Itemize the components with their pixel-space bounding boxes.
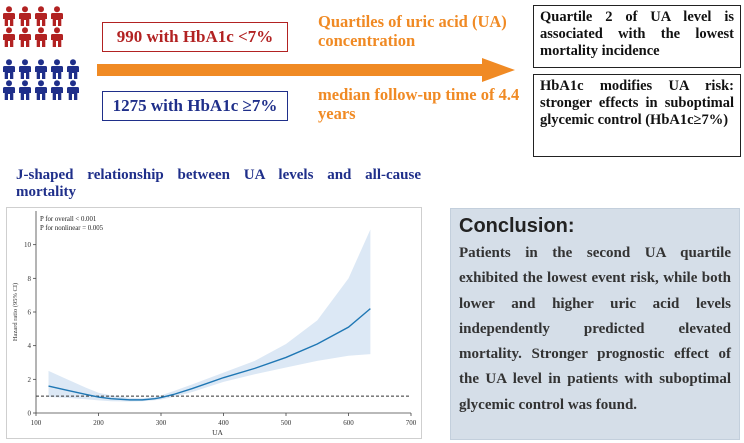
cohort-hba1c-low-label: 990 with HbA1c <7% xyxy=(116,27,274,46)
y-tick-label: 6 xyxy=(27,308,31,317)
section-title: J-shaped relationship between UA levels and all-cause mortality xyxy=(16,167,421,200)
person-icon xyxy=(34,6,48,26)
person-icon xyxy=(2,80,16,100)
finding-box-1 xyxy=(533,5,741,68)
person-icon xyxy=(66,80,80,100)
finding-box-2 xyxy=(533,74,741,157)
conclusion-body: Patients in the second UA quartile exhibited the lowest event risk, while both lower and higher uric acid levels independently predicted elevated mortality. Stronger prognostic effect of the UA level in patients with suboptimal glycemic control was found. xyxy=(459,245,731,413)
x-tick-label: 200 xyxy=(93,419,104,427)
person-icon xyxy=(34,27,48,47)
x-tick-label: 100 xyxy=(30,419,42,427)
followup-text: median follow-up time of 4.4 years xyxy=(318,85,520,123)
x-tick-label: 400 xyxy=(218,419,229,427)
person-icon xyxy=(66,59,80,79)
y-tick-label: 8 xyxy=(27,274,31,283)
flow-arrow-icon xyxy=(97,58,515,82)
y-tick-label: 0 xyxy=(27,409,31,418)
patient-icons xyxy=(2,6,86,101)
person-icon xyxy=(50,6,64,26)
x-tick-label: 700 xyxy=(405,419,417,427)
person-icon xyxy=(2,6,16,26)
finding-text-1: Quartile 2 of UA level is associated with the lowest mortality incidence xyxy=(540,9,734,59)
exposure-text: Quartiles of uric acid (UA) concentration xyxy=(318,12,507,50)
hazard-ratio-chart xyxy=(6,207,422,439)
person-icon-row xyxy=(2,59,86,79)
person-icon-row xyxy=(2,80,86,100)
y-axis-label: Hazard ratio (95% CI) xyxy=(12,282,19,342)
x-tick-label: 600 xyxy=(343,419,354,427)
person-icon xyxy=(18,59,32,79)
p-value-annotation: P for nonlinear = 0.005 xyxy=(40,225,104,232)
x-axis-label: UA xyxy=(212,428,223,437)
p-value-annotation: P for overall < 0.001 xyxy=(40,216,97,223)
y-tick-label: 2 xyxy=(27,375,31,384)
person-icon xyxy=(18,6,32,26)
cohort-hba1c-high-label: 1275 with HbA1c ≥7% xyxy=(112,96,278,115)
person-icon xyxy=(50,80,64,100)
conclusion-panel xyxy=(450,208,740,440)
y-tick-label: 10 xyxy=(24,241,31,250)
person-icon xyxy=(18,27,32,47)
person-icon xyxy=(50,59,64,79)
conclusion-title: Conclusion: xyxy=(459,215,575,237)
person-icon-row xyxy=(2,27,86,47)
person-icon xyxy=(34,80,48,100)
y-tick-label: 4 xyxy=(27,342,31,351)
person-icon xyxy=(2,59,16,79)
person-icon xyxy=(50,27,64,47)
finding-text-2: HbA1c modifies UA risk: stronger effects in suboptimal glycemic control (HbA1c≥7%) xyxy=(540,78,734,128)
person-icon-row xyxy=(2,6,86,26)
cohort-hba1c-low-box xyxy=(102,22,288,52)
person-icon xyxy=(34,59,48,79)
person-icon xyxy=(18,80,32,100)
person-icon xyxy=(2,27,16,47)
x-tick-label: 500 xyxy=(280,419,292,427)
x-tick-label: 300 xyxy=(155,419,167,427)
cohort-hba1c-high-box xyxy=(102,91,288,121)
